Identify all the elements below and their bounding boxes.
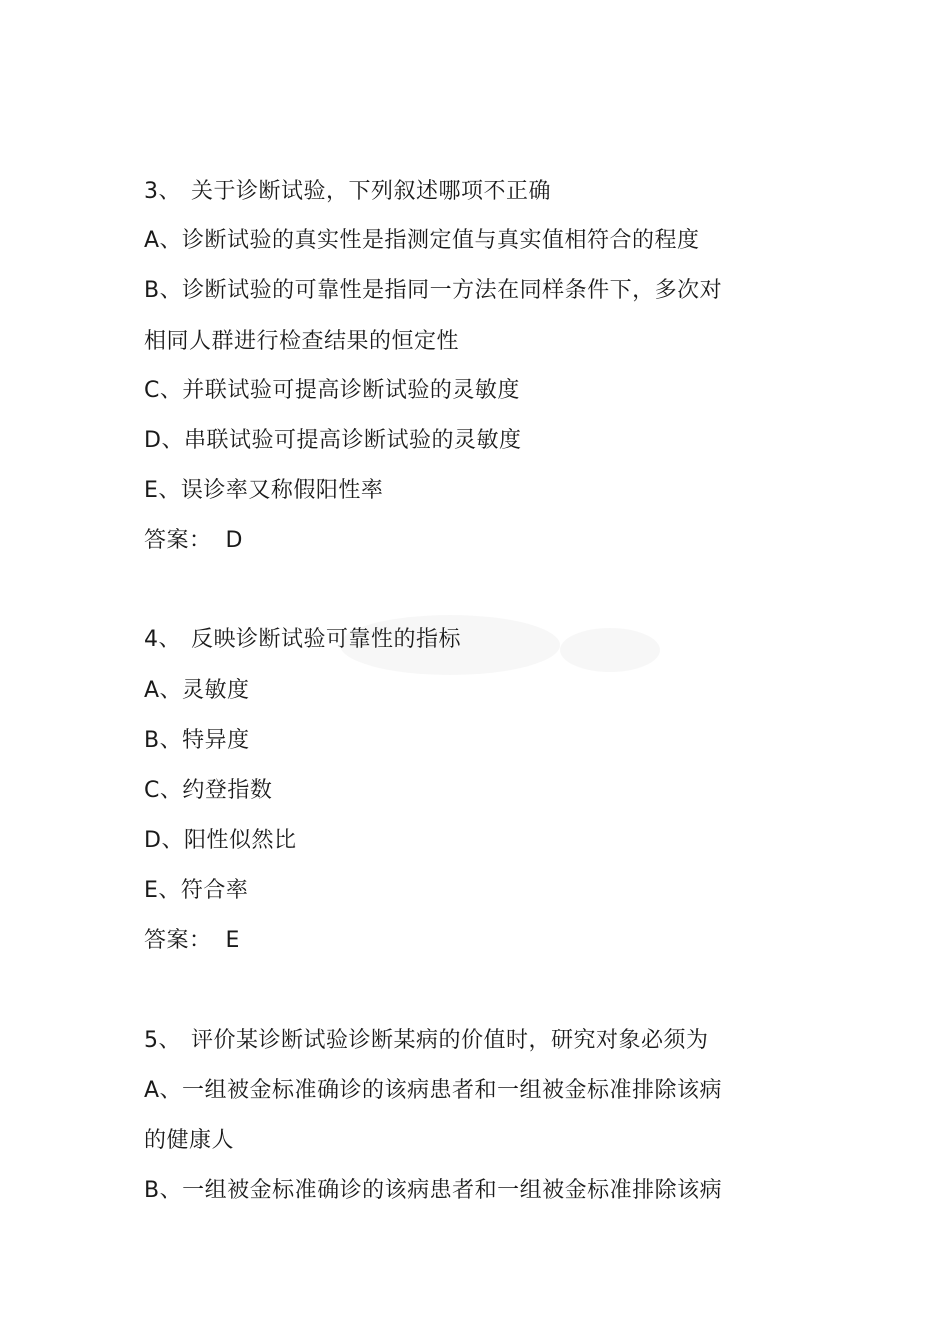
option-a: A、灵敏度 xyxy=(144,678,250,703)
answer-label: 答案： xyxy=(144,928,212,953)
answer-value: E xyxy=(225,928,240,953)
question-number: 5、 xyxy=(144,1028,181,1053)
option-e: E、误诊率又称假阳性率 xyxy=(144,478,384,503)
option-d: D、阳性似然比 xyxy=(144,828,297,853)
question-5-stem xyxy=(144,1026,744,1056)
option-a: A、一组被金标准确诊的该病患者和一组被金标准排除该病 xyxy=(144,1078,723,1103)
question-text: 评价某诊断试验诊断某病的价值时，研究对象必须为 xyxy=(191,1028,709,1053)
option-a-continued: 的健康人 xyxy=(144,1128,235,1153)
answer-line xyxy=(144,926,744,956)
option-b: B、一组被金标准确诊的该病患者和一组被金标准排除该病 xyxy=(144,1178,723,1203)
answer-label: 答案： xyxy=(144,528,212,553)
option-d: D、串联试验可提高诊断试验的灵敏度 xyxy=(144,428,522,453)
question-number: 4、 xyxy=(144,627,181,652)
option-b: B、特异度 xyxy=(144,728,250,753)
option-e: E、符合率 xyxy=(144,878,249,903)
question-text: 反映诊断试验可靠性的指标 xyxy=(191,627,462,652)
option-b-continued: 相同人群进行检查结果的恒定性 xyxy=(144,329,460,354)
option-b: B、诊断试验的可靠性是指同一方法在同样条件下，多次对 xyxy=(144,278,723,303)
question-text: 关于诊断试验，下列叙述哪项不正确 xyxy=(191,179,552,204)
option-c: C、约登指数 xyxy=(144,778,273,803)
question-number: 3、 xyxy=(144,179,181,204)
answer-line xyxy=(144,526,744,556)
question-4-stem xyxy=(144,625,744,655)
answer-value: D xyxy=(225,528,243,553)
question-3-stem xyxy=(144,177,744,207)
option-a: A、诊断试验的真实性是指测定值与真实值相符合的程度 xyxy=(144,228,700,253)
option-c: C、并联试验可提高诊断试验的灵敏度 xyxy=(144,378,520,403)
